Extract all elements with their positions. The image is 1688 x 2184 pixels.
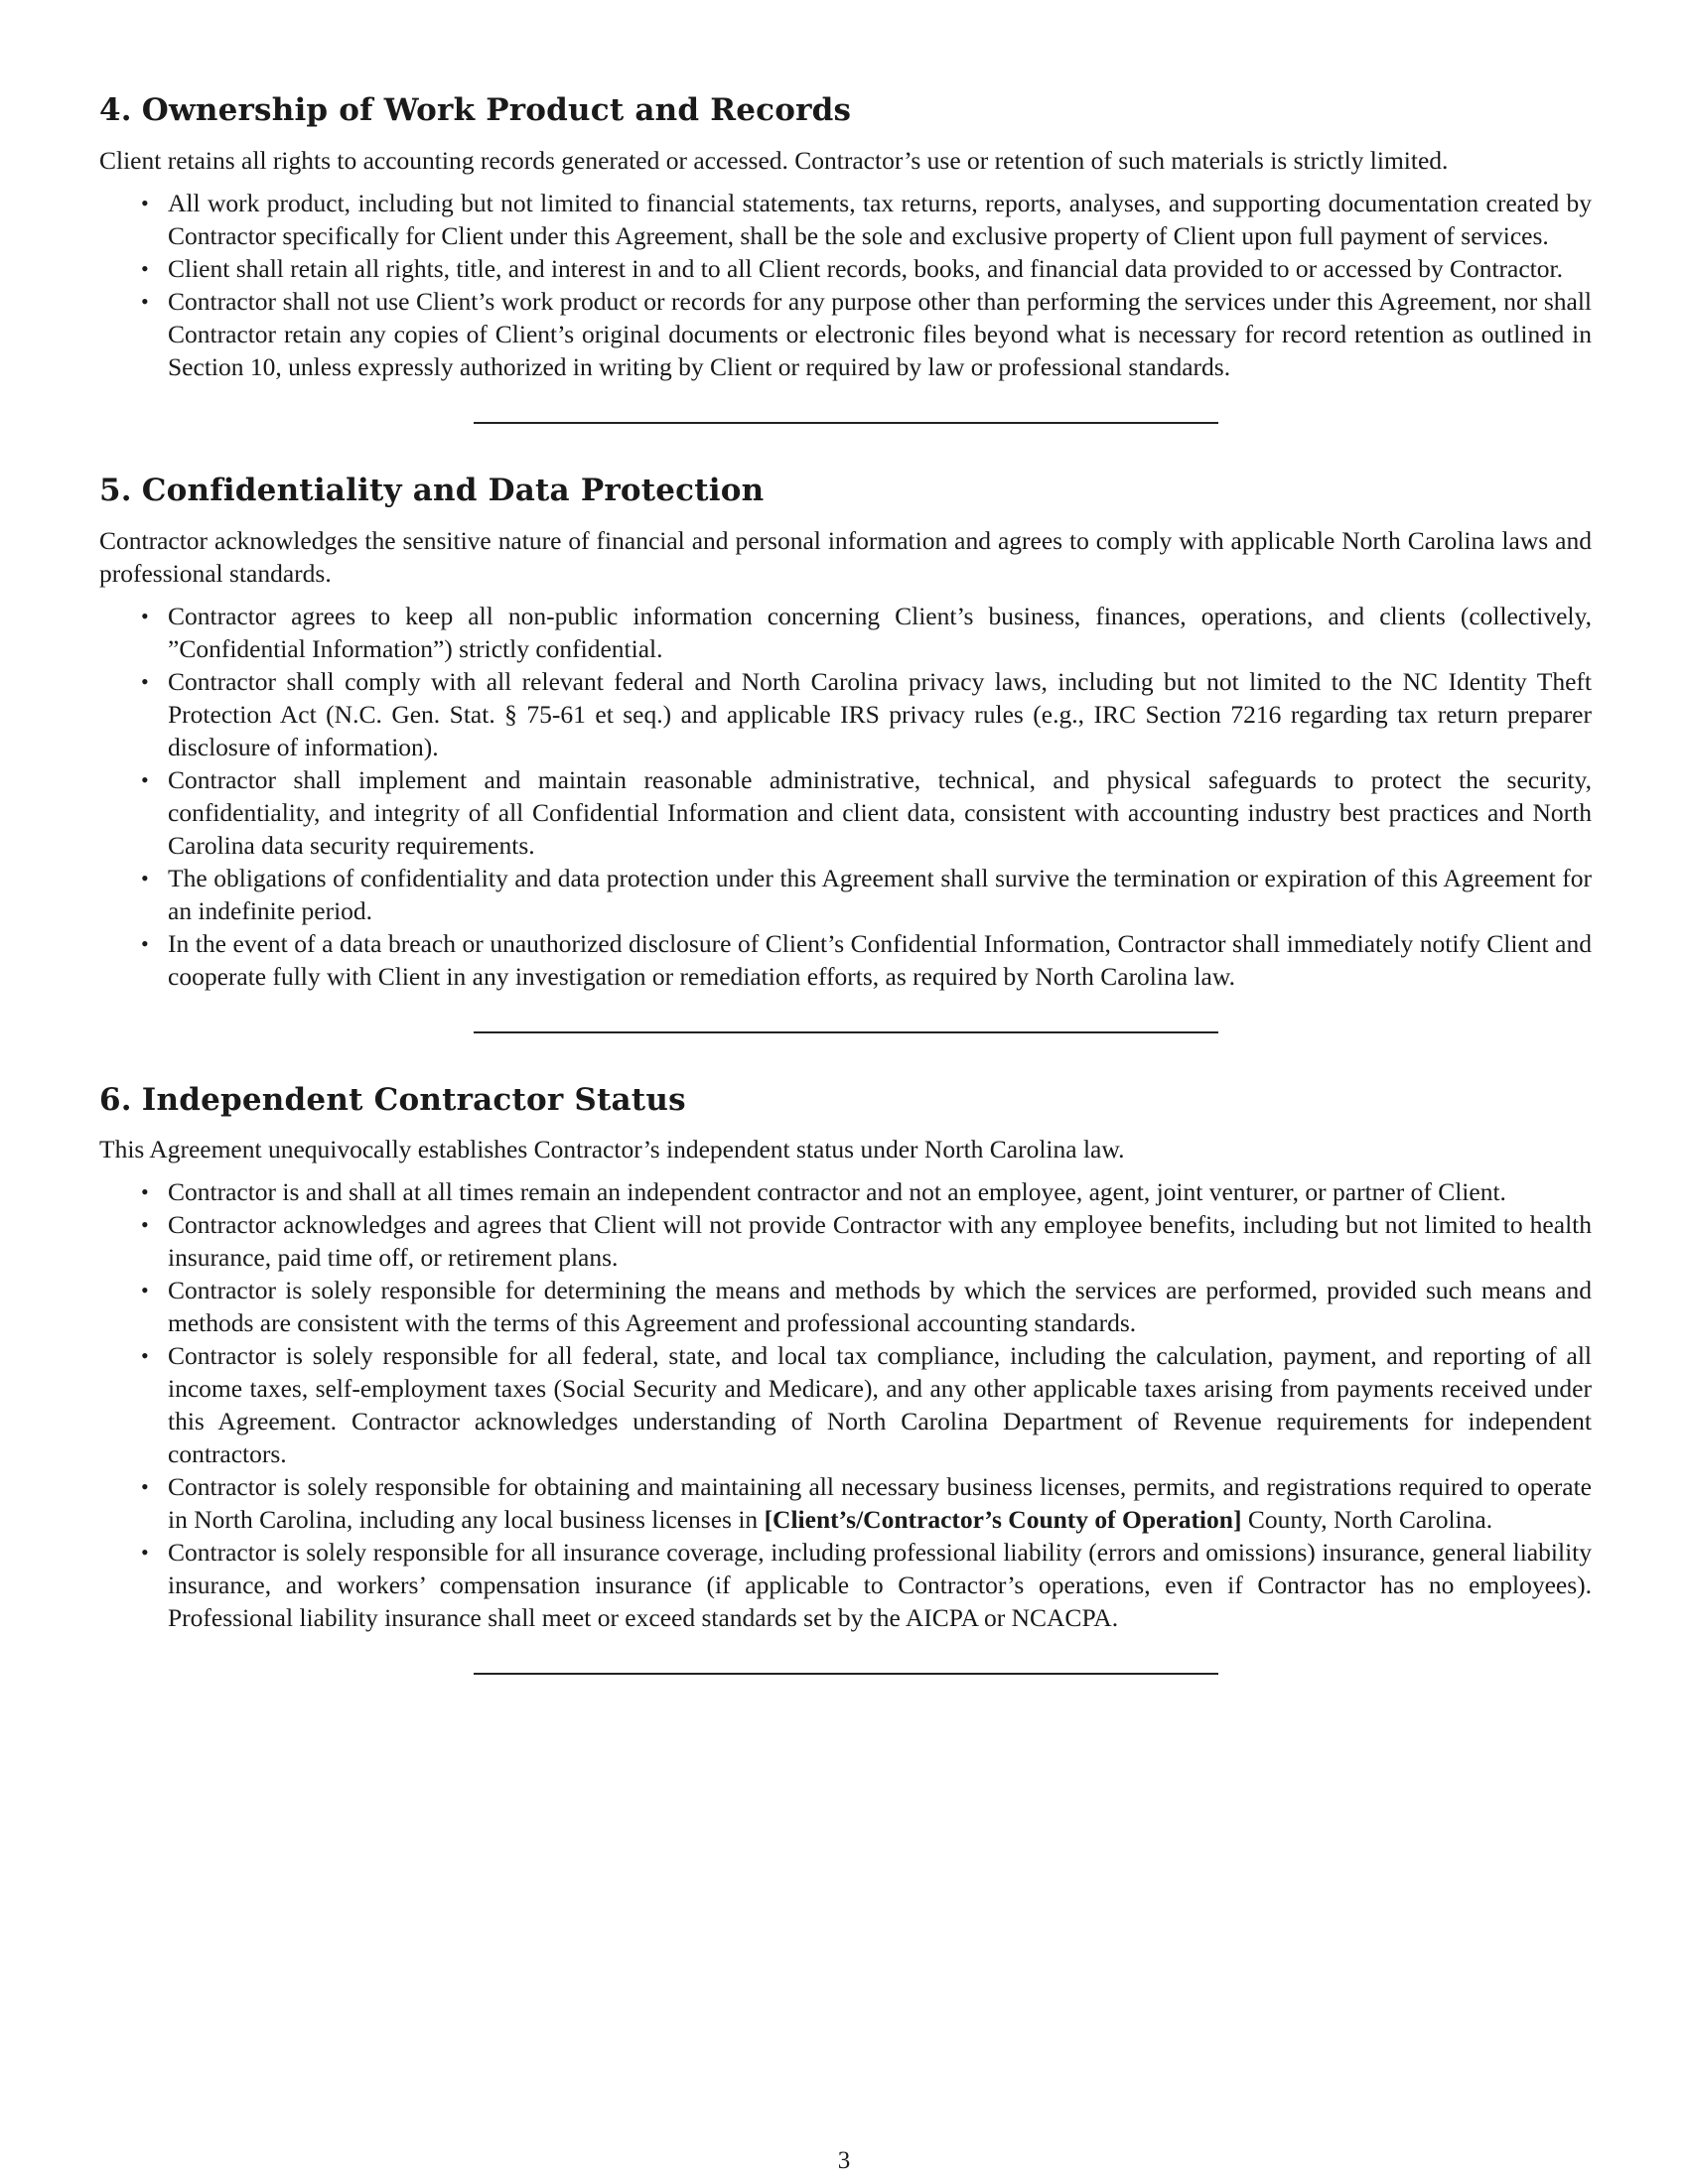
page-number: 3 bbox=[837, 2147, 851, 2174]
section-title: Confidentiality and Data Protection bbox=[141, 472, 765, 508]
list-item bbox=[141, 927, 1592, 993]
list-item bbox=[141, 1470, 1592, 1536]
list-item-text: Contractor shall not use Client’s work product or records for any purpose other than performing the services under this Agreement, nor shall Contractor retain any copies of Client’s original documents or electronic files beyond what is necessary for record retention as outlined in Section 10, unless expressly authorized in writing by Client or required by law or professional standards. bbox=[168, 286, 1592, 381]
list-item bbox=[141, 1274, 1592, 1339]
list-item-text: In the event of a data breach or unauthorized disclosure of Client’s Confidential Information, Contractor shall immediately notify Client and cooperate fully with Client in any investigation or remediation efforts, as required by North Carolina law. bbox=[168, 928, 1592, 991]
section-intro: Contractor acknowledges the sensitive nature of financial and personal information and agrees to comply with applicable North Carolina laws and professional standards. bbox=[99, 525, 1592, 588]
list-item-text: The obligations of confidentiality and data protection under this Agreement shall survive the termination or expiration of this Agreement for an indefinite period. bbox=[168, 863, 1592, 925]
bullet-list bbox=[99, 600, 1592, 993]
bullet-icon: • bbox=[141, 1540, 149, 1566]
section-intro: Client retains all rights to accounting records generated or accessed. Contractor’s use or retention of such materials is strictly limited. bbox=[99, 145, 1449, 175]
bullet-icon: • bbox=[141, 190, 149, 215]
section-heading bbox=[99, 1081, 1592, 1120]
list-item-text: Contractor is solely responsible for all insurance coverage, including professional liability (errors and omissions) insurance, general liability insurance, and workers’ compensation insurance (if applicable to Contractor’s operations, even if Contractor has no employees). Professional liability insurance shall meet or exceed standards set by the AICPA or NCACPA. bbox=[168, 1538, 1592, 1633]
bullet-icon: • bbox=[141, 865, 149, 890]
bullet-icon: • bbox=[141, 603, 149, 628]
section-number: 5. bbox=[99, 472, 132, 508]
list-item-text: Contractor shall comply with all relevant federal and North Carolina privacy laws, including but not limited to the NC Identity Theft Protection Act (N.C. Gen. Stat. § 75-61 et seq.) and applicable IRS privacy rules (e.g., IRC Section 7216 regarding tax return preparer disclosure of information). bbox=[168, 666, 1592, 761]
list-item bbox=[141, 252, 1592, 285]
bullet-icon: • bbox=[141, 930, 149, 956]
bullet-icon: • bbox=[141, 668, 149, 694]
section-intro: This Agreement unequivocally establishes Contractor’s independent status under North Carolina law. bbox=[99, 1135, 1125, 1164]
list-item bbox=[141, 187, 1592, 252]
bullet-icon: • bbox=[141, 1343, 149, 1369]
list-item bbox=[141, 600, 1592, 665]
list-item-text: Contractor acknowledges and agrees that Client will not provide Contractor with any employee benefits, including but not limited to health insurance, paid time off, or retirement plans. bbox=[168, 1210, 1592, 1273]
section-number: 6. bbox=[99, 1081, 132, 1118]
section-title: Independent Contractor Status bbox=[141, 1081, 686, 1118]
section-title: Ownership of Work Product and Records bbox=[141, 92, 852, 128]
list-item-text: Contractor shall implement and maintain reasonable administrative, technical, and physical safeguards to protect the security, confidentiality, and integrity of all Confidential Information and client data, consistent with accounting industry best practices and North Carolina data security requirements. bbox=[168, 764, 1592, 860]
list-item-text: Contractor is solely responsible for determining the means and methods by which the services are performed, provided such means and methods are consistent with the terms of this Agreement and professional accounting standards. bbox=[168, 1276, 1592, 1338]
section-confidentiality bbox=[99, 472, 1592, 1033]
county-placeholder: [Client’s/Contractor’s County of Operation] bbox=[764, 1505, 1242, 1535]
bullet-list bbox=[99, 1175, 1592, 1634]
bullet-icon: • bbox=[141, 1179, 149, 1205]
list-item bbox=[141, 285, 1592, 383]
bullet-icon: • bbox=[141, 1474, 149, 1500]
list-item-text: All work product, including but not limited to financial statements, tax returns, reports, analyses, and supporting documentation created by Contractor specifically for Client under this Agreement, shall be the sole and exclusive property of Client upon full payment of services. bbox=[168, 188, 1592, 250]
section-divider bbox=[474, 1673, 1218, 1675]
list-item bbox=[141, 1175, 1592, 1208]
list-item bbox=[141, 862, 1592, 927]
section-ownership bbox=[99, 91, 1592, 424]
bullet-icon: • bbox=[141, 288, 149, 314]
list-item bbox=[141, 1339, 1592, 1470]
list-item bbox=[141, 1536, 1592, 1634]
list-item-text: Client shall retain all rights, title, and interest in and to all Client records, books, and financial data provided to or accessed by Contractor. bbox=[168, 253, 1563, 283]
list-item bbox=[141, 665, 1592, 763]
section-divider bbox=[474, 1031, 1218, 1033]
section-heading bbox=[99, 472, 1592, 510]
list-item bbox=[141, 763, 1592, 862]
list-item-text-tail: County, North Carolina. bbox=[1241, 1505, 1493, 1535]
bullet-icon: • bbox=[141, 255, 149, 281]
list-item bbox=[141, 1208, 1592, 1274]
section-number: 4. bbox=[99, 92, 132, 128]
section-heading bbox=[99, 91, 1592, 130]
list-item-text: Contractor agrees to keep all non-public information concerning Client’s business, finances, operations, and clients (collectively, ”Confidential Information”) strictly confidential. bbox=[168, 601, 1592, 663]
section-divider bbox=[474, 422, 1218, 424]
bullet-icon: • bbox=[141, 1212, 149, 1238]
list-item-text: Contractor is solely responsible for all federal, state, and local tax compliance, including the calculation, payment, and reporting of all income taxes, self-employment taxes (Social Security and Medicare), and any other applicable taxes arising from payments received under this Agreement. Contractor acknowledges understanding of North Carolina Department of Revenue requirements for independent contractors. bbox=[168, 1341, 1592, 1469]
list-item-text: Contractor is solely responsible for obtaining and maintaining all necessary business licenses, permits, and registrations required to operate in North Carolina, including any local business licenses in bbox=[168, 1472, 1592, 1535]
bullet-icon: • bbox=[141, 766, 149, 792]
list-item-text: Contractor is and shall at all times remain an independent contractor and not an employee, agent, joint venturer, or partner of Client. bbox=[168, 1177, 1506, 1207]
bullet-icon: • bbox=[141, 1278, 149, 1303]
section-independent-contractor bbox=[99, 1081, 1592, 1676]
bullet-list bbox=[99, 187, 1592, 383]
document-page bbox=[99, 91, 1592, 1722]
